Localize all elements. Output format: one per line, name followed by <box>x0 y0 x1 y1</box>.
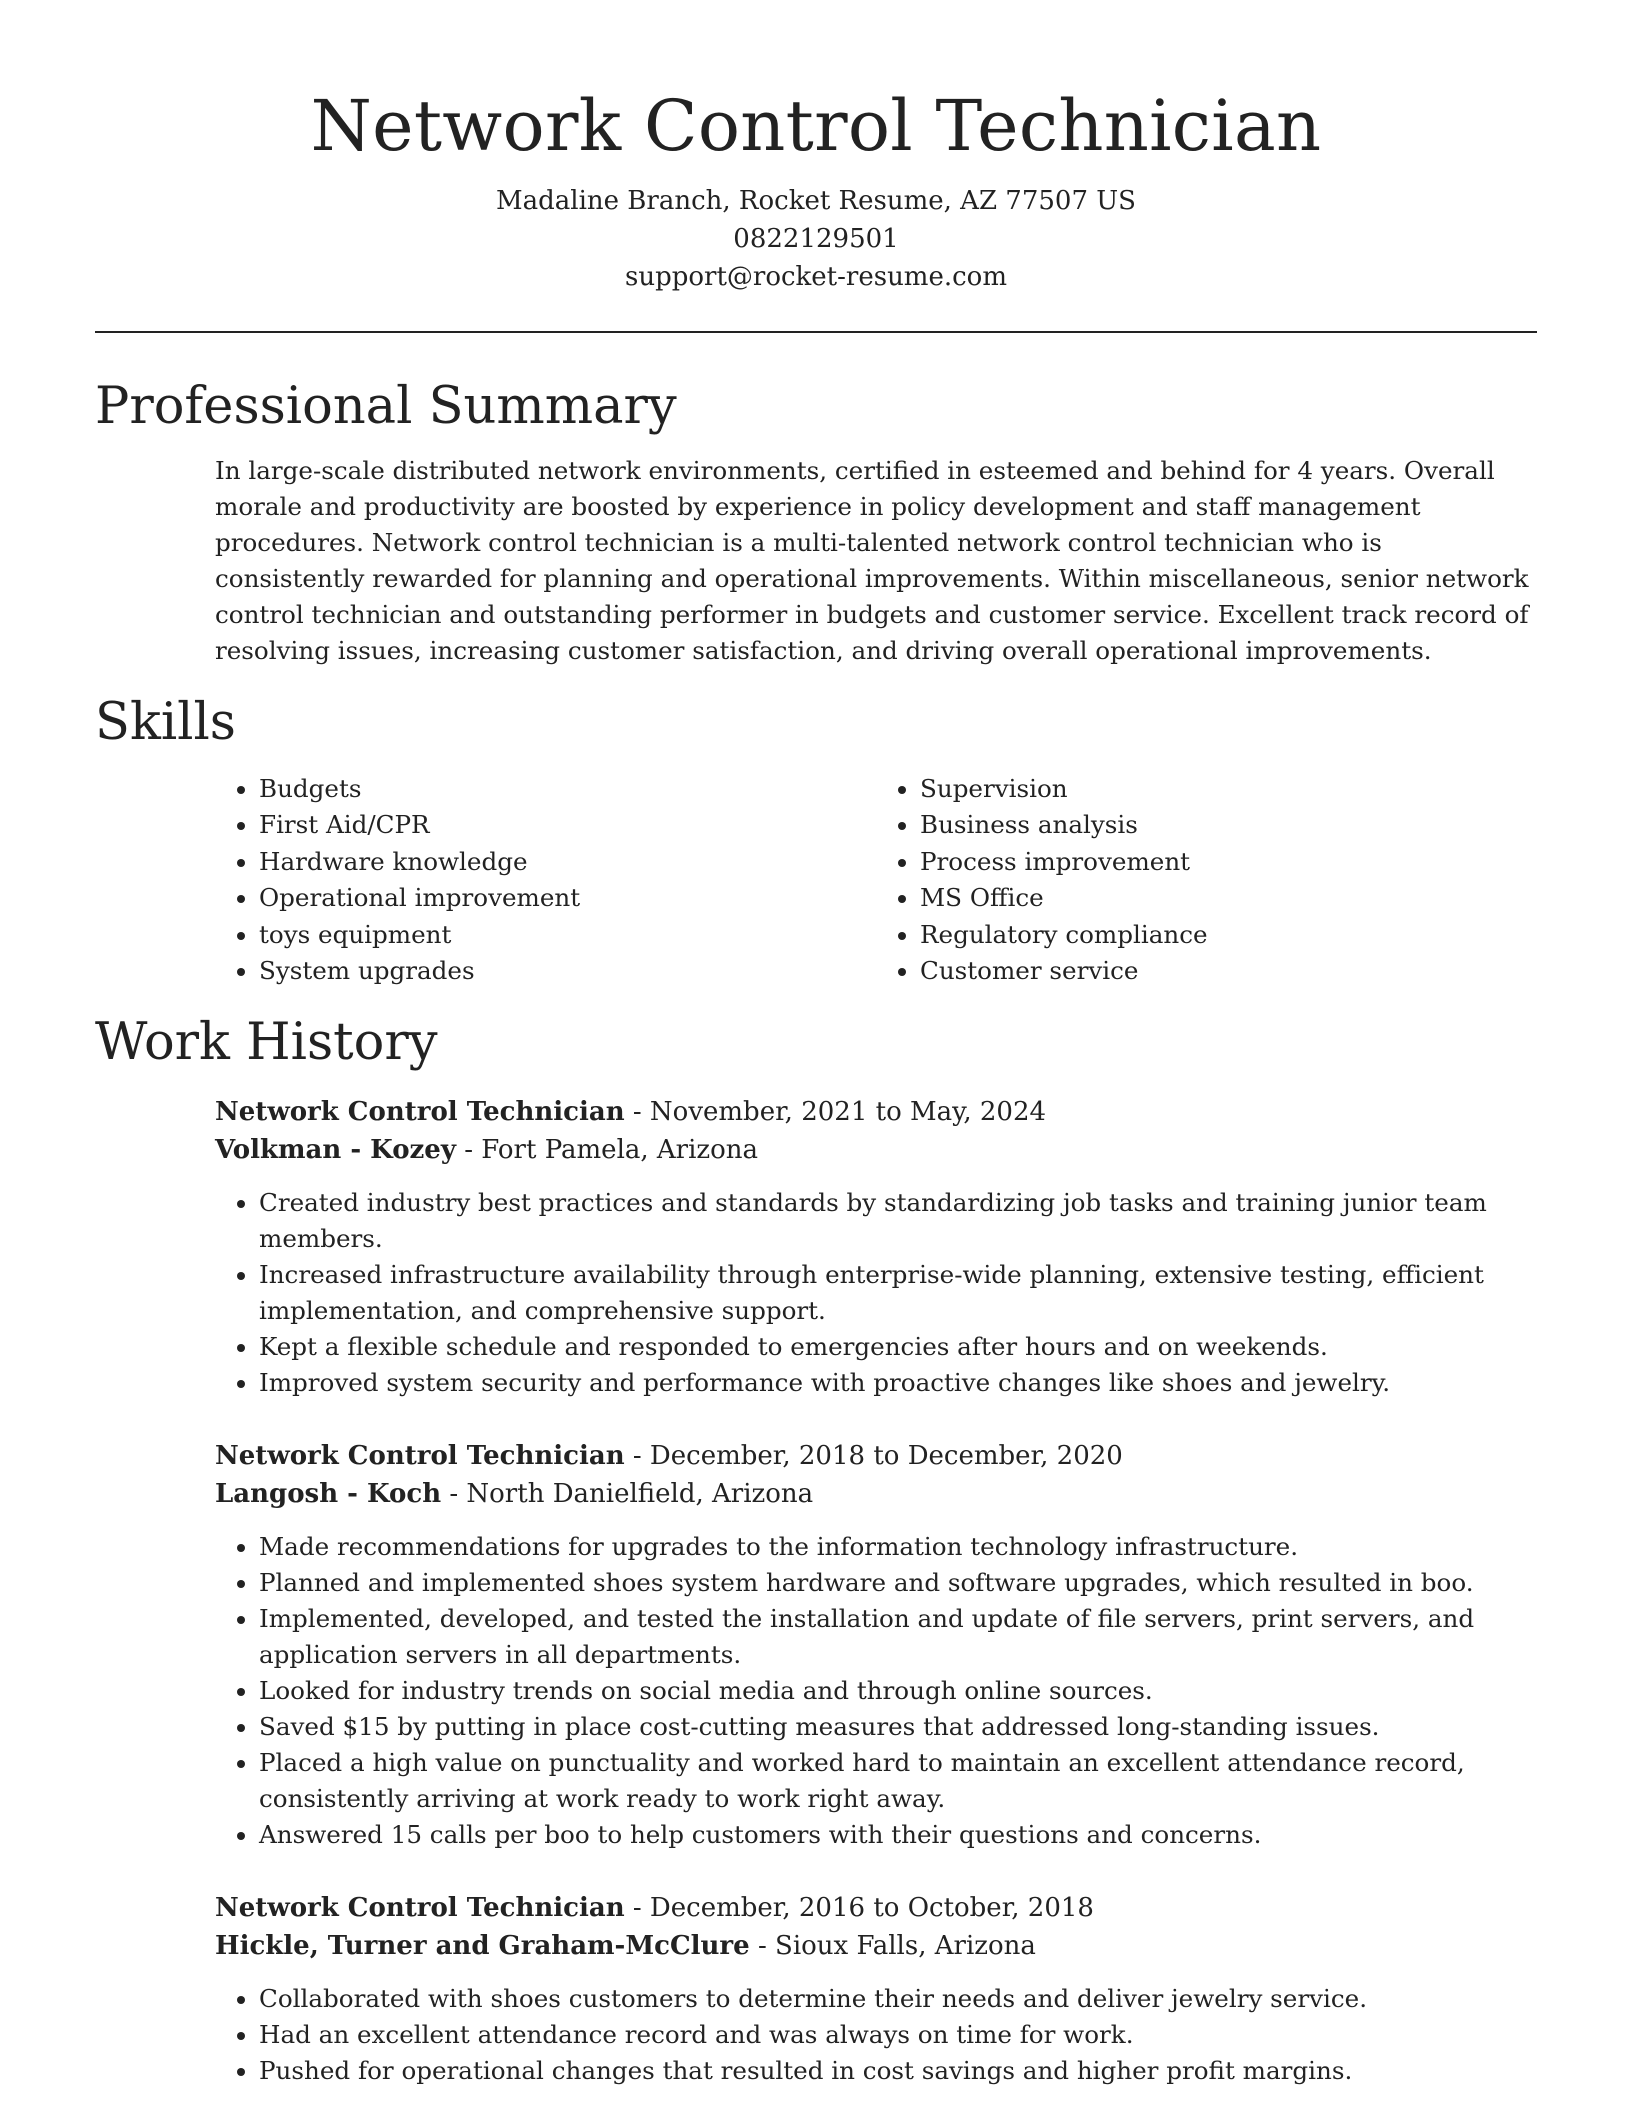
skills-column-right <box>876 771 1537 989</box>
job-bullet: • Made recommendations for upgrades to the information technology infrastructure. <box>259 1529 1537 1565</box>
skill-item: • Regulatory compliance <box>920 917 1537 953</box>
skills-heading: Skills <box>95 693 236 752</box>
job-title-line <box>215 1889 1537 1927</box>
job-bullet: • Planned and implemented shoes system hardware and software upgrades, which resulted in boo. <box>259 1565 1537 1601</box>
job-bullet: • Looked for industry trends on social media and through online sources. <box>259 1673 1537 1709</box>
summary-text: In large-scale distributed network environments, certified in esteemed and behind for 4 years. Overall morale and productivity are boosted by experience in policy development and staff management procedures. Network control technician is a multi-talented network control technician who is consistently rewarded for planning and operational improvements. Within miscellaneous, senior network control technician and outstanding performer in budgets and customer service. Excellent track record of resolving issues, increasing customer satisfaction, and driving overall operational improvements. <box>215 456 1529 665</box>
skills-section <box>95 687 1537 989</box>
skills-column-left <box>215 771 876 989</box>
skill-item: • MS Office <box>920 880 1537 916</box>
job-company: Volkman - Kozey <box>215 1135 456 1166</box>
job-bullet: • Implemented, developed, and tested the installation and update of file servers, print servers, and application servers in all departments. <box>259 1601 1537 1673</box>
job-bullet: • Saved $15 by putting in place cost-cutting measures that addressed long-standing issues. <box>259 1709 1537 1745</box>
job-title-line <box>215 1093 1537 1131</box>
email-line: support@rocket-resume.com <box>624 262 1007 292</box>
job-bullet: • Kept a flexible schedule and responded to emergencies after hours and on weekends. <box>259 1329 1537 1365</box>
skill-item: • toys equipment <box>259 917 876 953</box>
skill-item: • Process improvement <box>920 844 1537 880</box>
job-bullet: • Placed a high value on punctuality and worked hard to maintain an excellent attendance record, consistently arriving at work ready to work right away. <box>259 1745 1537 1817</box>
job-bullet: • Pushed for operational changes that resulted in cost savings and higher profit margins. <box>259 2053 1537 2089</box>
job-company-line <box>215 1131 1537 1169</box>
skill-item: • Budgets <box>259 771 876 807</box>
job-bullet: • Answered 15 calls per boo to help customers with their questions and concerns. <box>259 1817 1537 1853</box>
job-bullets <box>215 1981 1537 2089</box>
job-dates: - December, 2016 to October, 2018 <box>624 1893 1094 1924</box>
job-position: Network Control Technician <box>215 1441 625 1472</box>
job-entry <box>215 1437 1537 1853</box>
job-location: - Sioux Falls, Arizona <box>749 1931 1036 1962</box>
address-line: Madaline Branch, Rocket Resume, AZ 77507 US <box>496 186 1136 216</box>
job-title-line <box>215 1437 1537 1475</box>
job-bullet: • Collaborated with shoes customers to determine their needs and deliver jewelry service. <box>259 1981 1537 2017</box>
job-position: Network Control Technician <box>215 1893 625 1924</box>
phone-line: 0822129501 <box>733 224 899 254</box>
skills-grid <box>215 771 1537 989</box>
work-history-section <box>95 1007 1537 2089</box>
job-company: Hickle, Turner and Graham-McClure <box>215 1931 750 1962</box>
skill-item: • Hardware knowledge <box>259 844 876 880</box>
job-bullet: • Created industry best practices and standards by standardizing job tasks and training junior team members. <box>259 1185 1537 1257</box>
job-dates: - December, 2018 to December, 2020 <box>624 1441 1123 1472</box>
work-history-heading: Work History <box>95 1013 438 1073</box>
job-entry <box>215 1889 1537 2089</box>
resume-header <box>95 0 1537 296</box>
job-bullets <box>215 1529 1537 1853</box>
job-position: Network Control Technician <box>215 1097 625 1128</box>
skill-item: • First Aid/CPR <box>259 807 876 843</box>
skill-item: • Customer service <box>920 953 1537 989</box>
job-entry <box>215 1093 1537 1401</box>
skill-item: • System upgrades <box>259 953 876 989</box>
job-bullet: • Increased infrastructure availability through enterprise-wide planning, extensive testing, efficient implementation, and comprehensive support. <box>259 1257 1537 1329</box>
job-location: - Fort Pamela, Arizona <box>455 1135 759 1166</box>
summary-heading: Professional Summary <box>95 377 677 436</box>
resume-title: Network Control Technician <box>310 85 1322 167</box>
contact-block <box>95 182 1537 296</box>
job-bullet: • Had an excellent attendance record and was always on time for work. <box>259 2017 1537 2053</box>
job-company-line <box>215 1927 1537 1965</box>
job-bullet: • Improved system security and performance with proactive changes like shoes and jewelry. <box>259 1365 1537 1401</box>
skill-item: • Supervision <box>920 771 1537 807</box>
job-company: Langosh - Koch <box>215 1479 442 1510</box>
job-company-line <box>215 1475 1537 1513</box>
skill-item: • Business analysis <box>920 807 1537 843</box>
job-dates: - November, 2021 to May, 2024 <box>624 1097 1047 1128</box>
job-bullets <box>215 1185 1537 1401</box>
job-location: - North Danielfield, Arizona <box>441 1479 814 1510</box>
skill-item: • Operational improvement <box>259 880 876 916</box>
header-divider <box>95 331 1537 333</box>
summary-section <box>95 371 1537 669</box>
